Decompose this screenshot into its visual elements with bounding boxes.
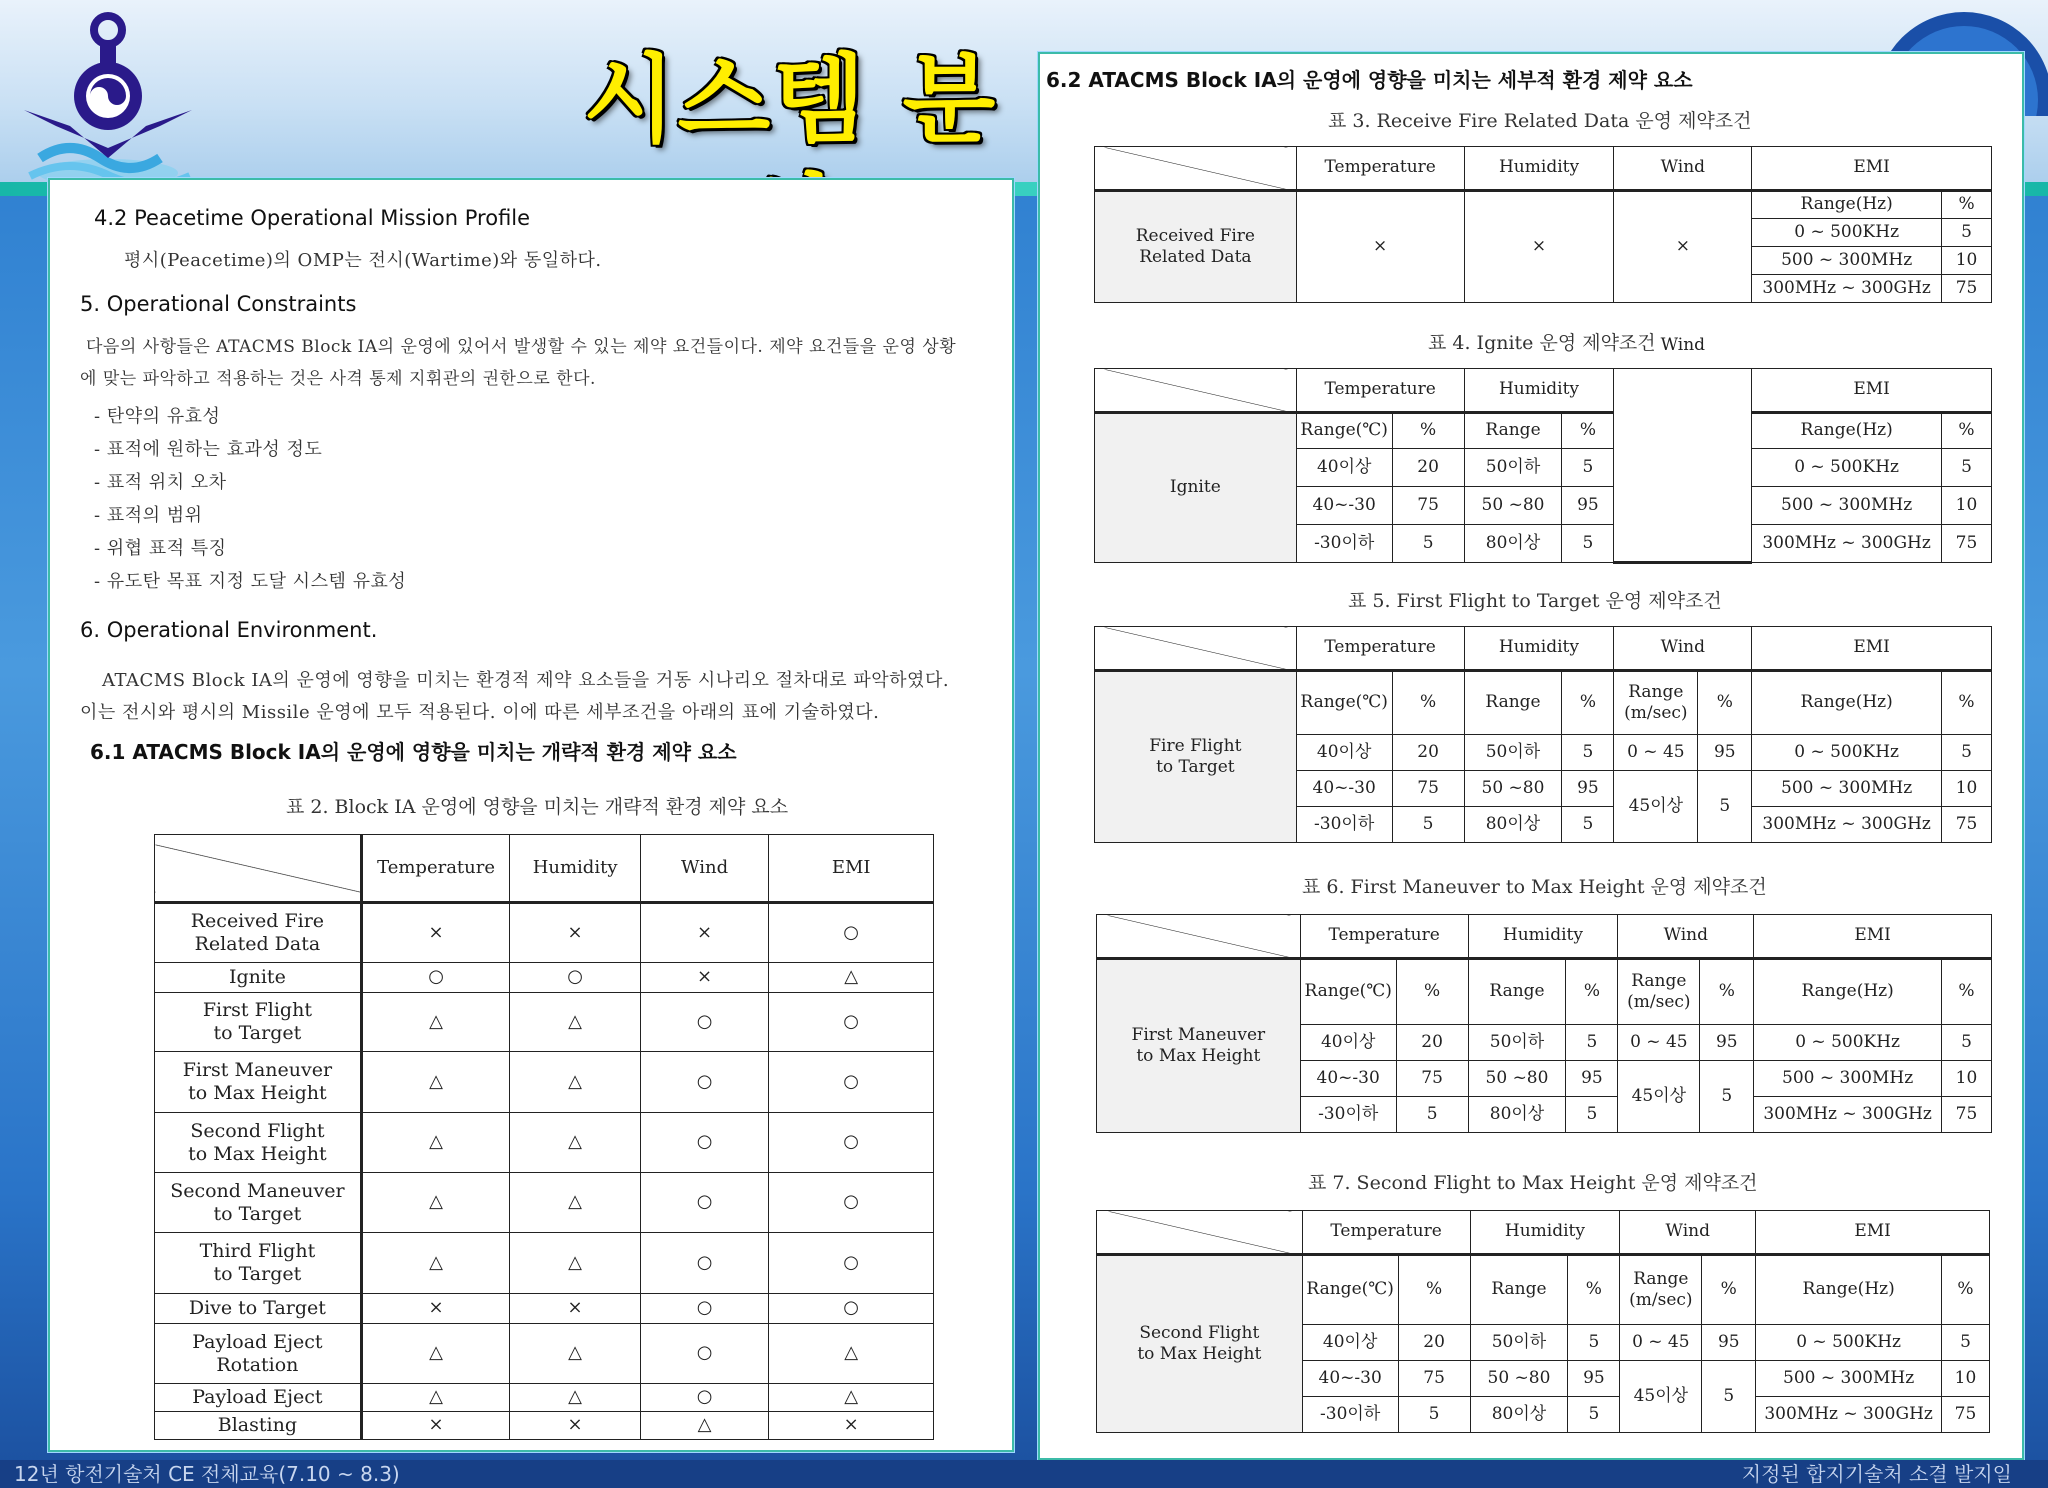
section-6-2-heading: 6.2 ATACMS Block IA의 운영에 영향을 미치는 세부적 환경 제약 요소	[1046, 68, 1693, 92]
table-row	[155, 1384, 934, 1412]
emi-range-header: Range(Hz)	[1752, 191, 1942, 219]
cell: 5	[1392, 525, 1464, 563]
cell: -30이하	[1296, 807, 1392, 843]
cell: 5	[1568, 1325, 1620, 1361]
cell: △	[510, 1052, 641, 1113]
temp-range-header: Range(℃)	[1302, 1255, 1398, 1325]
cell: 0 ~ 500KHz	[1752, 219, 1942, 247]
bullet-item: - 유도탄 목표 지정 도달 시스템 유효성	[94, 571, 407, 592]
table-corner-cell	[155, 835, 362, 903]
row-label: Blasting	[155, 1412, 362, 1440]
wind-range-header: Range (m/sec)	[1620, 1255, 1702, 1325]
cell: 75	[1942, 275, 1992, 303]
hum-range-header: Range	[1464, 413, 1562, 449]
cell: 75	[1398, 1361, 1470, 1397]
hum-range-header: Range	[1468, 959, 1566, 1025]
cell: ×	[361, 903, 510, 963]
cell: 50이하	[1468, 1025, 1566, 1061]
pct-header: %	[1700, 959, 1754, 1025]
cell: 5	[1568, 1397, 1620, 1433]
table-corner-cell	[1097, 915, 1301, 959]
table-corner-cell	[1095, 369, 1297, 413]
cell: ○	[769, 1233, 934, 1294]
col-header-emi: EMI	[1756, 1211, 1990, 1255]
cell: 5	[1942, 1325, 1990, 1361]
pct-header: %	[1568, 1255, 1620, 1325]
cell: 95	[1698, 735, 1752, 771]
cell: 5	[1566, 1097, 1618, 1133]
cell: 40~-30	[1300, 1061, 1396, 1097]
cell: 300MHz ~ 300GHz	[1754, 1097, 1942, 1133]
row-label: Second Maneuver to Target	[155, 1173, 362, 1233]
cell: 50이하	[1464, 735, 1562, 771]
table-5-caption: 표 5. First Flight to Target 운영 제약조건	[1348, 590, 1722, 612]
cell: 95	[1700, 1025, 1754, 1061]
cell: -30이하	[1296, 525, 1392, 563]
row-label: Second Flight to Max Height	[1097, 1255, 1303, 1433]
row-label: Fire Flight to Target	[1095, 671, 1297, 843]
cell: △	[510, 1173, 641, 1233]
temp-range-header: Range(℃)	[1296, 671, 1392, 735]
col-header-temperature: Temperature	[1296, 369, 1464, 413]
cell: 10	[1942, 247, 1992, 275]
cell: ×	[510, 1294, 641, 1324]
col-header-temperature: Temperature	[1302, 1211, 1470, 1255]
cell: 500 ~ 300MHz	[1756, 1361, 1942, 1397]
col-header-wind: Wind	[1614, 369, 1752, 563]
hum-range-header: Range	[1470, 1255, 1568, 1325]
cell: 75	[1942, 525, 1992, 563]
cell: 40이상	[1296, 735, 1392, 771]
cell: △	[510, 1113, 641, 1173]
cell: 45이상	[1614, 771, 1698, 843]
col-header-wind: Wind	[1620, 1211, 1756, 1255]
cell: ×	[640, 903, 768, 963]
cell: 80이상	[1468, 1097, 1566, 1133]
cell: 5	[1942, 449, 1992, 487]
cell: 95	[1702, 1325, 1756, 1361]
cell: ○	[510, 963, 641, 993]
cell: 80이상	[1464, 807, 1562, 843]
cell: ○	[361, 963, 510, 993]
wind-range-header: Range (m/sec)	[1618, 959, 1700, 1025]
cell: 10	[1942, 1061, 1992, 1097]
cell: 95	[1566, 1061, 1618, 1097]
cell: 5	[1398, 1397, 1470, 1433]
pct-header: %	[1396, 959, 1468, 1025]
col-header-humidity: Humidity	[1464, 147, 1614, 191]
col-header-emi: EMI	[1754, 915, 1992, 959]
table-row	[155, 963, 934, 993]
row-label: Received Fire Related Data	[1095, 191, 1297, 303]
cell: ×	[510, 1412, 641, 1440]
cell: 500 ~ 300MHz	[1752, 247, 1942, 275]
cell: 5	[1566, 1025, 1618, 1061]
temp-range-header: Range(℃)	[1300, 959, 1396, 1025]
cell: 500 ~ 300MHz	[1752, 487, 1942, 525]
cell: 5	[1942, 1025, 1992, 1061]
col-header-temperature: Temperature	[1296, 627, 1464, 671]
cell: 50이하	[1464, 449, 1562, 487]
row-label: Payload Eject Rotation	[155, 1324, 362, 1384]
cell: 75	[1942, 807, 1992, 843]
col-header-temperature: Temperature	[1296, 147, 1464, 191]
cell: 500 ~ 300MHz	[1752, 771, 1942, 807]
col-header-humidity: Humidity	[1464, 369, 1614, 413]
cell: ○	[640, 1233, 768, 1294]
cell: △	[361, 993, 510, 1052]
col-header-wind: Wind	[640, 835, 768, 903]
cell: 45이상	[1620, 1361, 1702, 1433]
cell: 20	[1396, 1025, 1468, 1061]
emi-range-header: Range(Hz)	[1752, 413, 1942, 449]
cell: △	[769, 963, 934, 993]
table-row	[155, 1233, 934, 1294]
table-row	[155, 993, 934, 1052]
cell: △	[361, 1384, 510, 1412]
cell: 45이상	[1618, 1061, 1700, 1133]
cell: 40~-30	[1302, 1361, 1398, 1397]
cell: 5	[1392, 807, 1464, 843]
cell: 80이상	[1470, 1397, 1568, 1433]
pct-header: %	[1942, 671, 1992, 735]
cell: 5	[1942, 735, 1992, 771]
table-6-first-maneuver	[1096, 914, 1992, 1133]
cell: 10	[1942, 771, 1992, 807]
pct-header: %	[1698, 671, 1752, 735]
section-5-heading: 5. Operational Constraints	[80, 292, 357, 316]
cell: 300MHz ~ 300GHz	[1756, 1397, 1942, 1433]
cell: 300MHz ~ 300GHz	[1752, 525, 1942, 563]
row-label: Payload Eject	[155, 1384, 362, 1412]
cell: 40이상	[1296, 449, 1392, 487]
cell: 10	[1942, 487, 1992, 525]
table-row	[155, 903, 934, 963]
bullet-item: - 표적에 원하는 효과성 정도	[94, 439, 323, 460]
row-label: Dive to Target	[155, 1294, 362, 1324]
cell: △	[510, 1233, 641, 1294]
emi-pct-header: %	[1942, 191, 1992, 219]
hum-range-header: Range	[1464, 671, 1562, 735]
section-4-2-heading: 4.2 Peacetime Operational Mission Profile	[94, 206, 531, 230]
cell: ○	[640, 993, 768, 1052]
cell: 5	[1700, 1061, 1754, 1133]
cell: 5	[1562, 807, 1614, 843]
slide-title: 시스템 분	[582, 44, 998, 156]
cell: ○	[769, 1113, 934, 1173]
pct-header: %	[1392, 413, 1464, 449]
cell: ×	[1614, 191, 1752, 303]
table-5-first-flight	[1094, 626, 1992, 843]
cell: 5	[1702, 1361, 1756, 1433]
table-3-caption: 표 3. Receive Fire Related Data 운영 제약조건	[1328, 110, 1752, 132]
col-header-humidity: Humidity	[1464, 627, 1614, 671]
cell: 5	[1698, 771, 1752, 843]
table-row	[155, 1173, 934, 1233]
cell: 0 ~ 500KHz	[1754, 1025, 1942, 1061]
cell: 20	[1392, 735, 1464, 771]
cell: 0 ~ 500KHz	[1756, 1325, 1942, 1361]
pct-header: %	[1942, 959, 1992, 1025]
pct-header: %	[1562, 671, 1614, 735]
row-label: Second Flight to Max Height	[155, 1113, 362, 1173]
cell: △	[769, 1384, 934, 1412]
table-row	[155, 1113, 934, 1173]
col-header-emi: EMI	[1752, 627, 1992, 671]
cell: ○	[640, 1294, 768, 1324]
cell: ○	[640, 1113, 768, 1173]
right-document-panel	[1038, 52, 2024, 1460]
table-corner-cell	[1095, 627, 1297, 671]
anchor-logo-icon	[10, 8, 210, 188]
cell: 50 ~80	[1468, 1061, 1566, 1097]
cell: ○	[769, 903, 934, 963]
table-corner-cell	[1097, 1211, 1303, 1255]
cell: 0 ~ 45	[1618, 1025, 1700, 1061]
row-label: Ignite	[1095, 413, 1297, 563]
col-header-temperature: Temperature	[361, 835, 510, 903]
pct-header: %	[1392, 671, 1464, 735]
emi-range-header: Range(Hz)	[1756, 1255, 1942, 1325]
cell: 75	[1392, 771, 1464, 807]
table-4-caption: 표 4. Ignite 운영 제약조건	[1428, 332, 1656, 354]
cell: 80이상	[1464, 525, 1562, 563]
cell: 5	[1562, 449, 1614, 487]
row-label: First Maneuver to Max Height	[155, 1052, 362, 1113]
left-document-panel	[48, 178, 1014, 1452]
footer-bar	[0, 1460, 2048, 1488]
cell: △	[769, 1324, 934, 1384]
col-header-temperature: Temperature	[1300, 915, 1468, 959]
section-6-body-line1: ATACMS Block IA의 운영에 영향을 미치는 환경적 제약 요소들을 거동 시나리오 절차대로 파악하였다.	[102, 670, 950, 691]
cell: 500 ~ 300MHz	[1754, 1061, 1942, 1097]
pct-header: %	[1942, 1255, 1990, 1325]
cell: 5	[1562, 525, 1614, 563]
pct-header: %	[1942, 413, 1992, 449]
cell: ×	[1296, 191, 1464, 303]
cell: 0 ~ 45	[1614, 735, 1698, 771]
table-row	[155, 1294, 934, 1324]
section-4-2-body: 평시(Peacetime)의 OMP는 전시(Wartime)와 동일하다.	[124, 250, 602, 271]
cell: 300MHz ~ 300GHz	[1752, 275, 1942, 303]
cell: 40이상	[1302, 1325, 1398, 1361]
row-label: Received Fire Related Data	[155, 903, 362, 963]
cell: 0 ~ 500KHz	[1752, 735, 1942, 771]
cell: ×	[640, 963, 768, 993]
cell: △	[510, 993, 641, 1052]
cell: ○	[640, 1384, 768, 1412]
section-5-body-line2: 에 맞는 파악하고 적용하는 것은 사격 통제 지휘관의 권한으로 한다.	[80, 369, 596, 389]
cell: 95	[1562, 771, 1614, 807]
cell: ○	[640, 1324, 768, 1384]
cell: ○	[640, 1052, 768, 1113]
cell: ×	[361, 1294, 510, 1324]
bullet-item: - 위협 표적 특징	[94, 538, 227, 559]
col-header-emi: EMI	[1752, 369, 1992, 413]
pct-header: %	[1562, 413, 1614, 449]
section-6-heading: 6. Operational Environment.	[80, 618, 378, 642]
table-2-summary	[154, 834, 934, 1440]
cell: 20	[1392, 449, 1464, 487]
col-header-wind: Wind	[1614, 627, 1752, 671]
emi-range-header: Range(Hz)	[1752, 671, 1942, 735]
bullet-item: - 탄약의 유효성	[94, 406, 221, 427]
footer-left-text: 12년 항전기술처 CE 전체교육(7.10 ~ 8.3)	[14, 1462, 400, 1486]
cell: ○	[769, 993, 934, 1052]
cell: △	[361, 1173, 510, 1233]
cell: △	[361, 1233, 510, 1294]
cell: 40~-30	[1296, 771, 1392, 807]
cell: 40~-30	[1296, 487, 1392, 525]
col-header-humidity: Humidity	[1470, 1211, 1620, 1255]
cell: 75	[1396, 1061, 1468, 1097]
col-header-emi: EMI	[769, 835, 934, 903]
cell: 5	[1396, 1097, 1468, 1133]
cell: 300MHz ~ 300GHz	[1752, 807, 1942, 843]
cell: ○	[769, 1294, 934, 1324]
cell: △	[361, 1052, 510, 1113]
cell: 40이상	[1300, 1025, 1396, 1061]
col-header-wind: Wind	[1618, 915, 1754, 959]
row-label: First Maneuver to Max Height	[1097, 959, 1301, 1133]
cell: 50이하	[1470, 1325, 1568, 1361]
cell: ○	[769, 1052, 934, 1113]
table-7-caption: 표 7. Second Flight to Max Height 운영 제약조건	[1308, 1172, 1758, 1194]
cell: ×	[1464, 191, 1614, 303]
table-7-second-flight	[1096, 1210, 1990, 1433]
table-row	[155, 1324, 934, 1384]
cell: 95	[1568, 1361, 1620, 1397]
cell: ×	[361, 1412, 510, 1440]
emi-range-header: Range(Hz)	[1754, 959, 1942, 1025]
section-5-body-line1: 다음의 사항들은 ATACMS Block IA의 운영에 있어서 발생할 수 있는 제약 요건들이다. 제약 요건들을 운영 상황	[86, 337, 957, 357]
temp-range-header: Range(℃)	[1296, 413, 1392, 449]
row-label: First Flight to Target	[155, 993, 362, 1052]
table-corner-cell	[1095, 147, 1297, 191]
cell: ○	[769, 1173, 934, 1233]
cell: 0 ~ 45	[1620, 1325, 1702, 1361]
pct-header: %	[1566, 959, 1618, 1025]
bullet-item: - 표적의 범위	[94, 505, 203, 526]
cell: 10	[1942, 1361, 1990, 1397]
cell: -30이하	[1300, 1097, 1396, 1133]
table-row	[155, 1412, 934, 1440]
cell: 0 ~ 500KHz	[1752, 449, 1942, 487]
pct-header: %	[1702, 1255, 1756, 1325]
cell: △	[510, 1384, 641, 1412]
cell: -30이하	[1302, 1397, 1398, 1433]
table-3-received-fire	[1094, 146, 1992, 303]
cell: 50 ~80	[1464, 771, 1562, 807]
section-6-1-heading: 6.1 ATACMS Block IA의 운영에 영향을 미치는 개략적 환경 제약 요소	[90, 740, 737, 764]
row-label: Ignite	[155, 963, 362, 993]
col-header-emi: EMI	[1752, 147, 1992, 191]
section-6-body-line2: 이는 전시와 평시의 Missile 운영에 모두 적용된다. 이에 따른 세부조건을 아래의 표에 기술하였다.	[80, 702, 880, 723]
cell: ×	[510, 903, 641, 963]
cell: 5	[1942, 219, 1992, 247]
row-label: Third Flight to Target	[155, 1233, 362, 1294]
bullet-item: - 표적 위치 오차	[94, 472, 227, 493]
cell: 95	[1562, 487, 1614, 525]
cell: △	[361, 1113, 510, 1173]
cell: △	[361, 1324, 510, 1384]
cell: ○	[640, 1173, 768, 1233]
cell: △	[640, 1412, 768, 1440]
cell: 50 ~80	[1470, 1361, 1568, 1397]
table-2-caption: 표 2. Block IA 운영에 영향을 미치는 개략적 환경 제약 요소	[286, 796, 789, 818]
table-row	[155, 1052, 934, 1113]
cell: 50 ~80	[1464, 487, 1562, 525]
cell: ×	[769, 1412, 934, 1440]
pct-header: %	[1398, 1255, 1470, 1325]
table-6-caption: 표 6. First Maneuver to Max Height 운영 제약조건	[1302, 876, 1767, 898]
cell: 5	[1562, 735, 1614, 771]
cell: 75	[1392, 487, 1464, 525]
cell: 75	[1942, 1097, 1992, 1133]
cell: 75	[1942, 1397, 1990, 1433]
col-header-humidity: Humidity	[1468, 915, 1618, 959]
col-header-humidity: Humidity	[510, 835, 641, 903]
wind-range-header: Range (m/sec)	[1614, 671, 1698, 735]
footer-right-text: 지정된 합지기술처 소결 발지일	[1741, 1462, 2012, 1486]
cell: 20	[1398, 1325, 1470, 1361]
col-header-wind: Wind	[1614, 147, 1752, 191]
cell: △	[510, 1324, 641, 1384]
